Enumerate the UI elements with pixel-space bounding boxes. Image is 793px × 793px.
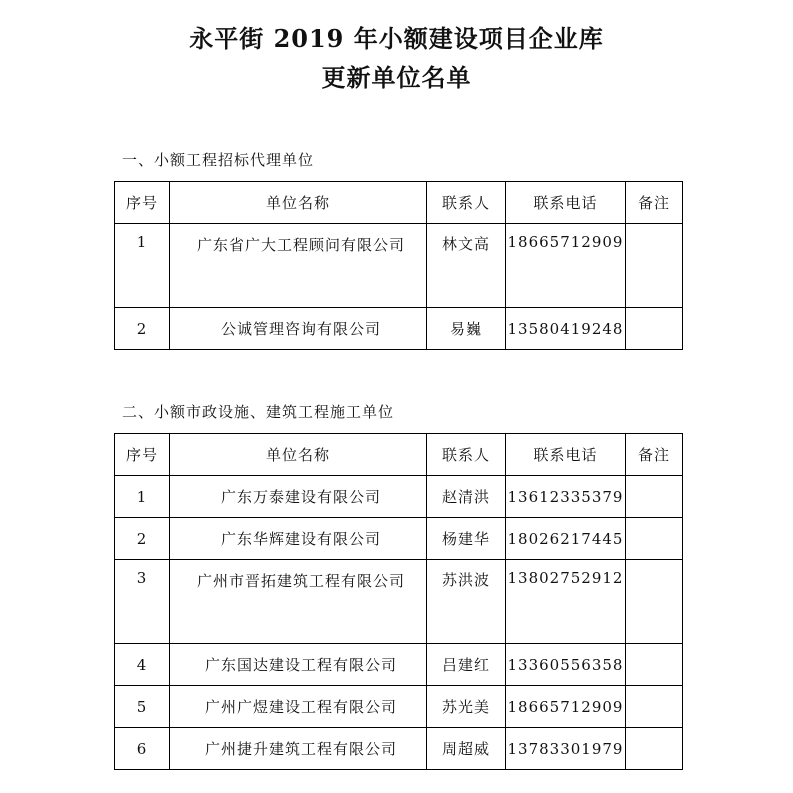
column-header-name: 单位名称 bbox=[170, 182, 427, 224]
row-index: 5 bbox=[115, 686, 170, 728]
row-index: 2 bbox=[115, 518, 170, 560]
contact-person: 苏洪波 bbox=[427, 560, 506, 644]
column-header-index: 序号 bbox=[115, 182, 170, 224]
contact-person: 赵清洪 bbox=[427, 476, 506, 518]
section-heading-bidding-agents: 一、小额工程招标代理单位 bbox=[122, 151, 315, 169]
company-name: 广东万泰建设有限公司 bbox=[170, 476, 427, 518]
table-row bbox=[115, 308, 683, 350]
company-name: 广东省广大工程顾问有限公司 bbox=[170, 224, 427, 308]
note-cell bbox=[626, 728, 683, 770]
document-subtitle: 更新单位名单 bbox=[321, 63, 472, 92]
table-row bbox=[115, 476, 683, 518]
company-name: 广州市晋拓建筑工程有限公司 bbox=[170, 560, 427, 644]
table-row bbox=[115, 560, 683, 644]
note-cell bbox=[626, 308, 683, 350]
company-name: 广东国达建设工程有限公司 bbox=[170, 644, 427, 686]
column-header-phone: 联系电话 bbox=[506, 182, 626, 224]
contact-person: 林文高 bbox=[427, 224, 506, 308]
column-header-note: 备注 bbox=[626, 434, 683, 476]
row-index: 1 bbox=[115, 224, 170, 308]
table-row bbox=[115, 644, 683, 686]
column-header-note: 备注 bbox=[626, 182, 683, 224]
phone-number: 18665712909 bbox=[506, 686, 626, 728]
company-name: 公诚管理咨询有限公司 bbox=[170, 308, 427, 350]
table-header-row bbox=[115, 434, 683, 476]
row-index: 3 bbox=[115, 560, 170, 644]
phone-number: 13580419248 bbox=[506, 308, 626, 350]
construction-unit-table bbox=[114, 433, 683, 770]
contact-person: 苏光美 bbox=[427, 686, 506, 728]
table-row bbox=[115, 224, 683, 308]
contact-person: 吕建红 bbox=[427, 644, 506, 686]
column-header-index: 序号 bbox=[115, 434, 170, 476]
phone-number: 18665712909 bbox=[506, 224, 626, 308]
bidding-agent-table bbox=[114, 181, 683, 350]
note-cell bbox=[626, 518, 683, 560]
column-header-phone: 联系电话 bbox=[506, 434, 626, 476]
phone-number: 13612335379 bbox=[506, 476, 626, 518]
phone-number: 13802752912 bbox=[506, 560, 626, 644]
company-name: 广东华辉建设有限公司 bbox=[170, 518, 427, 560]
column-header-name: 单位名称 bbox=[170, 434, 427, 476]
note-cell bbox=[626, 686, 683, 728]
table-row bbox=[115, 518, 683, 560]
phone-number: 18026217445 bbox=[506, 518, 626, 560]
phone-number: 13360556358 bbox=[506, 644, 626, 686]
note-cell bbox=[626, 560, 683, 644]
note-cell bbox=[626, 644, 683, 686]
column-header-contact: 联系人 bbox=[427, 182, 506, 224]
section-heading-construction-units: 二、小额市政设施、建筑工程施工单位 bbox=[122, 403, 395, 421]
table-row bbox=[115, 728, 683, 770]
phone-number: 13783301979 bbox=[506, 728, 626, 770]
row-index: 1 bbox=[115, 476, 170, 518]
contact-person: 杨建华 bbox=[427, 518, 506, 560]
note-cell bbox=[626, 476, 683, 518]
company-name: 广州广煜建设工程有限公司 bbox=[170, 686, 427, 728]
row-index: 6 bbox=[115, 728, 170, 770]
row-index: 4 bbox=[115, 644, 170, 686]
company-name: 广州捷升建筑工程有限公司 bbox=[170, 728, 427, 770]
row-index: 2 bbox=[115, 308, 170, 350]
table-header-row bbox=[115, 182, 683, 224]
note-cell bbox=[626, 224, 683, 308]
contact-person: 周超威 bbox=[427, 728, 506, 770]
contact-person: 易巍 bbox=[427, 308, 506, 350]
document-title: 永平街 2019 年小额建设项目企业库 bbox=[189, 24, 604, 53]
table-row bbox=[115, 686, 683, 728]
column-header-contact: 联系人 bbox=[427, 434, 506, 476]
